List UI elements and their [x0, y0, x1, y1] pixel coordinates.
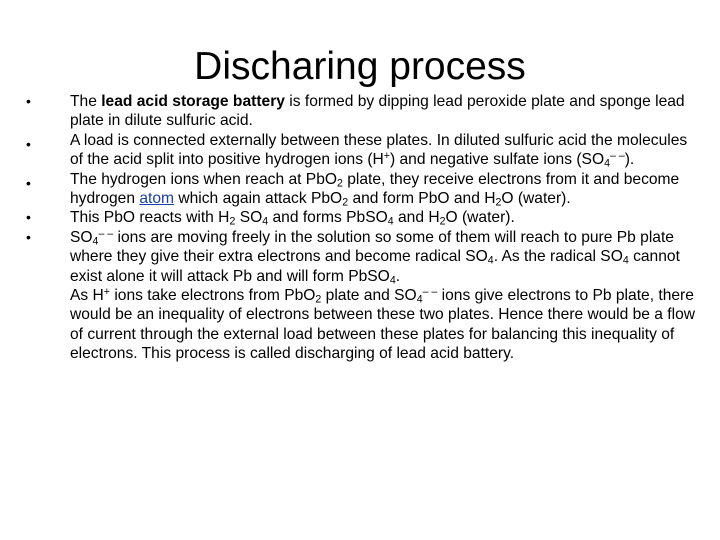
text-segment: and form PbO and H — [348, 190, 496, 208]
text-segment: The hydrogen ions when reach at PbO — [70, 170, 337, 188]
subscript: 2 — [439, 216, 446, 229]
text-segment: is formed by dipping lead peroxide plate and sponge lead plate in dilute sulfuric acid. — [70, 93, 685, 130]
text-segment: . As the radical SO — [493, 248, 623, 266]
text-segment: O (water). — [445, 209, 515, 227]
text-segment: and H — [393, 209, 440, 227]
subscript: 4 — [389, 274, 396, 287]
text-segment: ions take electrons from PbO — [109, 287, 316, 305]
bullet-item-1 — [22, 92, 702, 131]
text-segment: O (water). — [501, 190, 571, 208]
subscript: 2 — [229, 216, 236, 229]
text-segment: which again attack PbO — [174, 190, 343, 208]
superscript: + — [383, 150, 390, 163]
subscript: 4 — [604, 157, 610, 170]
atom-link[interactable]: atom — [139, 190, 175, 208]
subscript: 2 — [342, 196, 349, 209]
bullet-marker: • — [26, 228, 31, 245]
bullet-marker: • — [26, 174, 31, 191]
text-segment: . — [395, 267, 401, 285]
bullet-item-3 — [22, 170, 702, 209]
text-segment: cannot exist alone it will attack Pb and will form PbSO — [70, 248, 680, 285]
subscript: 4 — [92, 235, 99, 248]
subscript: 2 — [495, 196, 502, 209]
bullet-item-5 — [22, 228, 702, 286]
slide-title: Discharing process — [194, 45, 526, 88]
text-segment: plate and SO — [321, 287, 417, 305]
bullet-list — [22, 92, 702, 364]
superscript: + — [103, 286, 110, 299]
text-segment: plate, they receive electrons from it and become hydrogen — [70, 170, 680, 208]
bullet-marker: • — [26, 135, 31, 152]
text-segment: SO — [235, 209, 263, 227]
paragraph-continuation — [22, 286, 702, 364]
text-segment: The — [70, 93, 102, 110]
subscript: 4 — [387, 216, 394, 229]
superscript: – – — [98, 228, 114, 241]
superscript: – – — [422, 286, 438, 299]
text-segment: A load is connected externally between these plates. In diluted sulfuric acid the molecules of the acid split into positive hydrogen ions (H — [70, 131, 688, 169]
subscript: 4 — [487, 254, 494, 267]
subscript: 4 — [262, 216, 269, 229]
bullet-item-4 — [22, 208, 702, 227]
subscript: 2 — [337, 177, 343, 190]
text-segment: SO — [70, 228, 93, 246]
bullet-marker: • — [26, 209, 31, 226]
superscript: – – — [609, 150, 625, 163]
text-segment: ) and negative sulfate ions (SO — [389, 151, 605, 169]
text-segment: As H — [70, 287, 104, 305]
text-segment: This PbO reacts with H — [70, 209, 230, 227]
subscript: 4 — [622, 254, 629, 267]
bold-term: lead acid storage battery — [101, 93, 285, 110]
subscript: 4 — [416, 293, 423, 306]
text-segment: ions are moving freely in the solution so some of them will reach to pure Pb plate where they give their extra electrons and become radical SO — [70, 228, 674, 266]
subscript: 2 — [315, 293, 322, 306]
bullet-item-2 — [22, 131, 702, 170]
text-segment: ions give electrons to Pb plate, there would be an inequality of electrons between these two plates. Hence there would be a flow of current through the external load between these plates for balancing this inequality of electrons. This process is called discharging of lead acid battery. — [70, 287, 696, 363]
text-segment: ). — [624, 151, 635, 169]
bullet-marker: • — [26, 93, 31, 109]
text-segment: and forms PbSO — [268, 209, 388, 227]
